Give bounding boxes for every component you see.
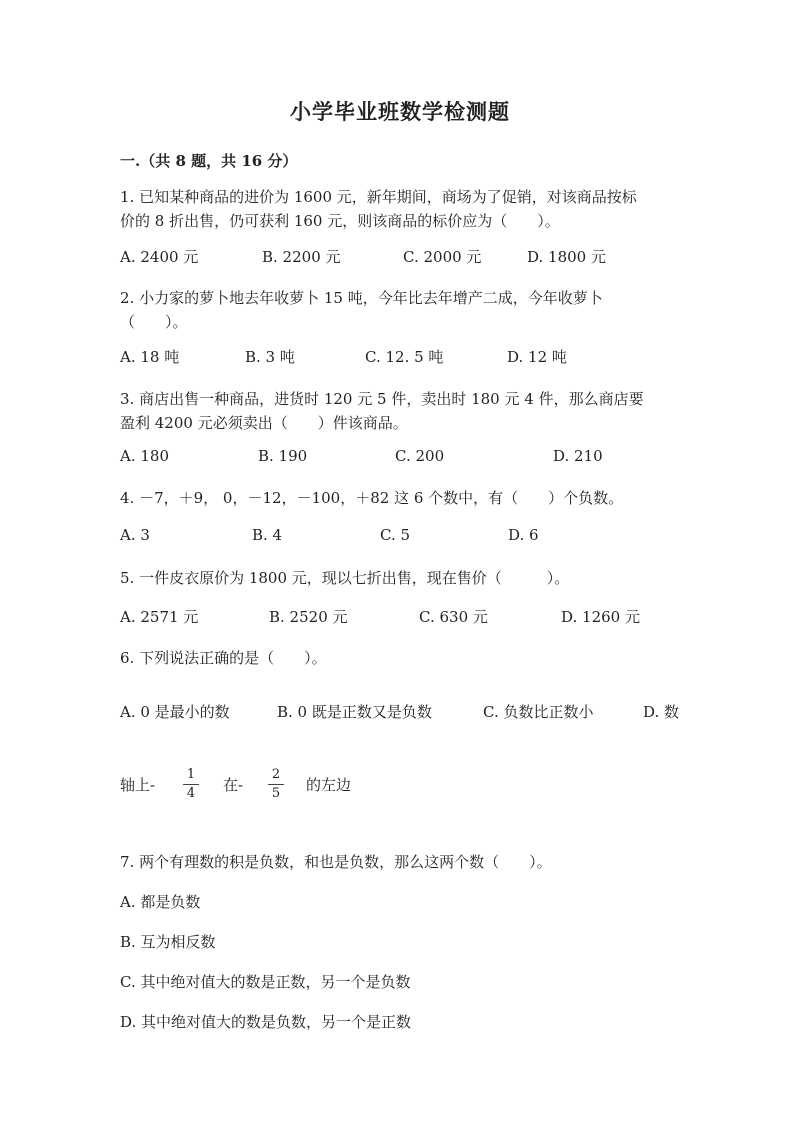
question-1-stem: 1. 已知某种商品的进价为 1600 元，新年期间，商场为了促销，对该商品按标价的 8 折出售，仍可获利 160 元，则该商品的标价应为（ ）。	[120, 188, 637, 230]
page-title: 小学毕业班数学检测题	[290, 99, 510, 124]
option-d: D. 数	[643, 703, 680, 721]
option-c: C. 630 元	[419, 608, 488, 626]
option-b: B. 190	[258, 447, 308, 465]
question-3-options	[120, 447, 680, 471]
option-d: D. 6	[508, 526, 539, 544]
option-c: C. 5	[380, 526, 411, 544]
question-4-options	[120, 526, 680, 550]
option-a: A. 2400 元	[120, 248, 199, 266]
fraction-denominator: 4	[186, 786, 196, 801]
option-c: C. 负数比正数小	[483, 703, 594, 721]
option-d-prefix: 轴上-	[120, 776, 156, 794]
fraction-denominator: 5	[271, 786, 281, 801]
option-a: A. 180	[120, 447, 169, 465]
question-7-stem: 7. 两个有理数的积是负数，和也是负数，那么这两个数（ ）。	[120, 853, 552, 871]
option-a: A. 0 是最小的数	[120, 703, 230, 721]
option-d-suffix: 的左边	[306, 776, 352, 794]
fraction-one-quarter	[183, 766, 199, 803]
option-b: B. 4	[252, 526, 283, 544]
question-6-option-d-continued	[120, 766, 520, 806]
option-d: D. 1260 元	[561, 608, 640, 626]
question-7-option-d: D. 其中绝对值大的数是负数，另一个是正数	[120, 1013, 412, 1031]
section-heading: 一.（共 8 题，共 16 分）	[120, 152, 298, 170]
option-b: B. 3 吨	[245, 348, 295, 366]
question-5-options	[120, 606, 680, 630]
option-a: A. 2571 元	[120, 608, 199, 626]
fraction-numerator: 2	[268, 766, 284, 785]
option-c: C. 200	[395, 447, 445, 465]
question-4-stem: 4. －7，＋9， 0，－12，－100，＋82 这 6 个数中，有（ ）个负数。	[120, 489, 624, 507]
option-d: D. 12 吨	[507, 348, 567, 366]
option-c: C. 2000 元	[403, 248, 482, 266]
option-a: A. 18 吨	[120, 348, 180, 366]
fraction-two-fifths	[268, 766, 284, 803]
question-3-stem: 3. 商店出售一种商品，进货时 120 元 5 件，卖出时 180 元 4 件，那么商店要盈利 4200 元必须卖出（ ）件该商品。	[120, 390, 644, 432]
question-7-option-a: A. 都是负数	[120, 893, 201, 911]
question-6-stem: 6. 下列说法正确的是（ ）。	[120, 649, 327, 667]
option-b: B. 0 既是正数又是负数	[277, 703, 432, 721]
question-2-options	[120, 346, 680, 370]
option-d-middle: 在-	[223, 776, 244, 794]
option-d: D. 1800 元	[527, 248, 606, 266]
question-5-stem: 5. 一件皮衣原价为 1800 元，现以七折出售，现在售价（ ）。	[120, 569, 570, 587]
option-b: B. 2200 元	[262, 248, 341, 266]
fraction-numerator: 1	[183, 766, 199, 785]
question-2-stem: 2. 小力家的萝卜地去年收萝卜 15 吨，今年比去年增产二成，今年收萝卜（ ）。	[120, 289, 603, 331]
question-7-option-c: C. 其中绝对值大的数是正数，另一个是负数	[120, 973, 411, 991]
option-a: A. 3	[120, 526, 150, 544]
option-d: D. 210	[553, 447, 603, 465]
option-b: B. 2520 元	[269, 608, 348, 626]
question-6-options	[120, 701, 680, 725]
question-7-option-b: B. 互为相反数	[120, 933, 216, 951]
question-1-options	[120, 246, 680, 270]
option-c: C. 12. 5 吨	[365, 348, 444, 366]
